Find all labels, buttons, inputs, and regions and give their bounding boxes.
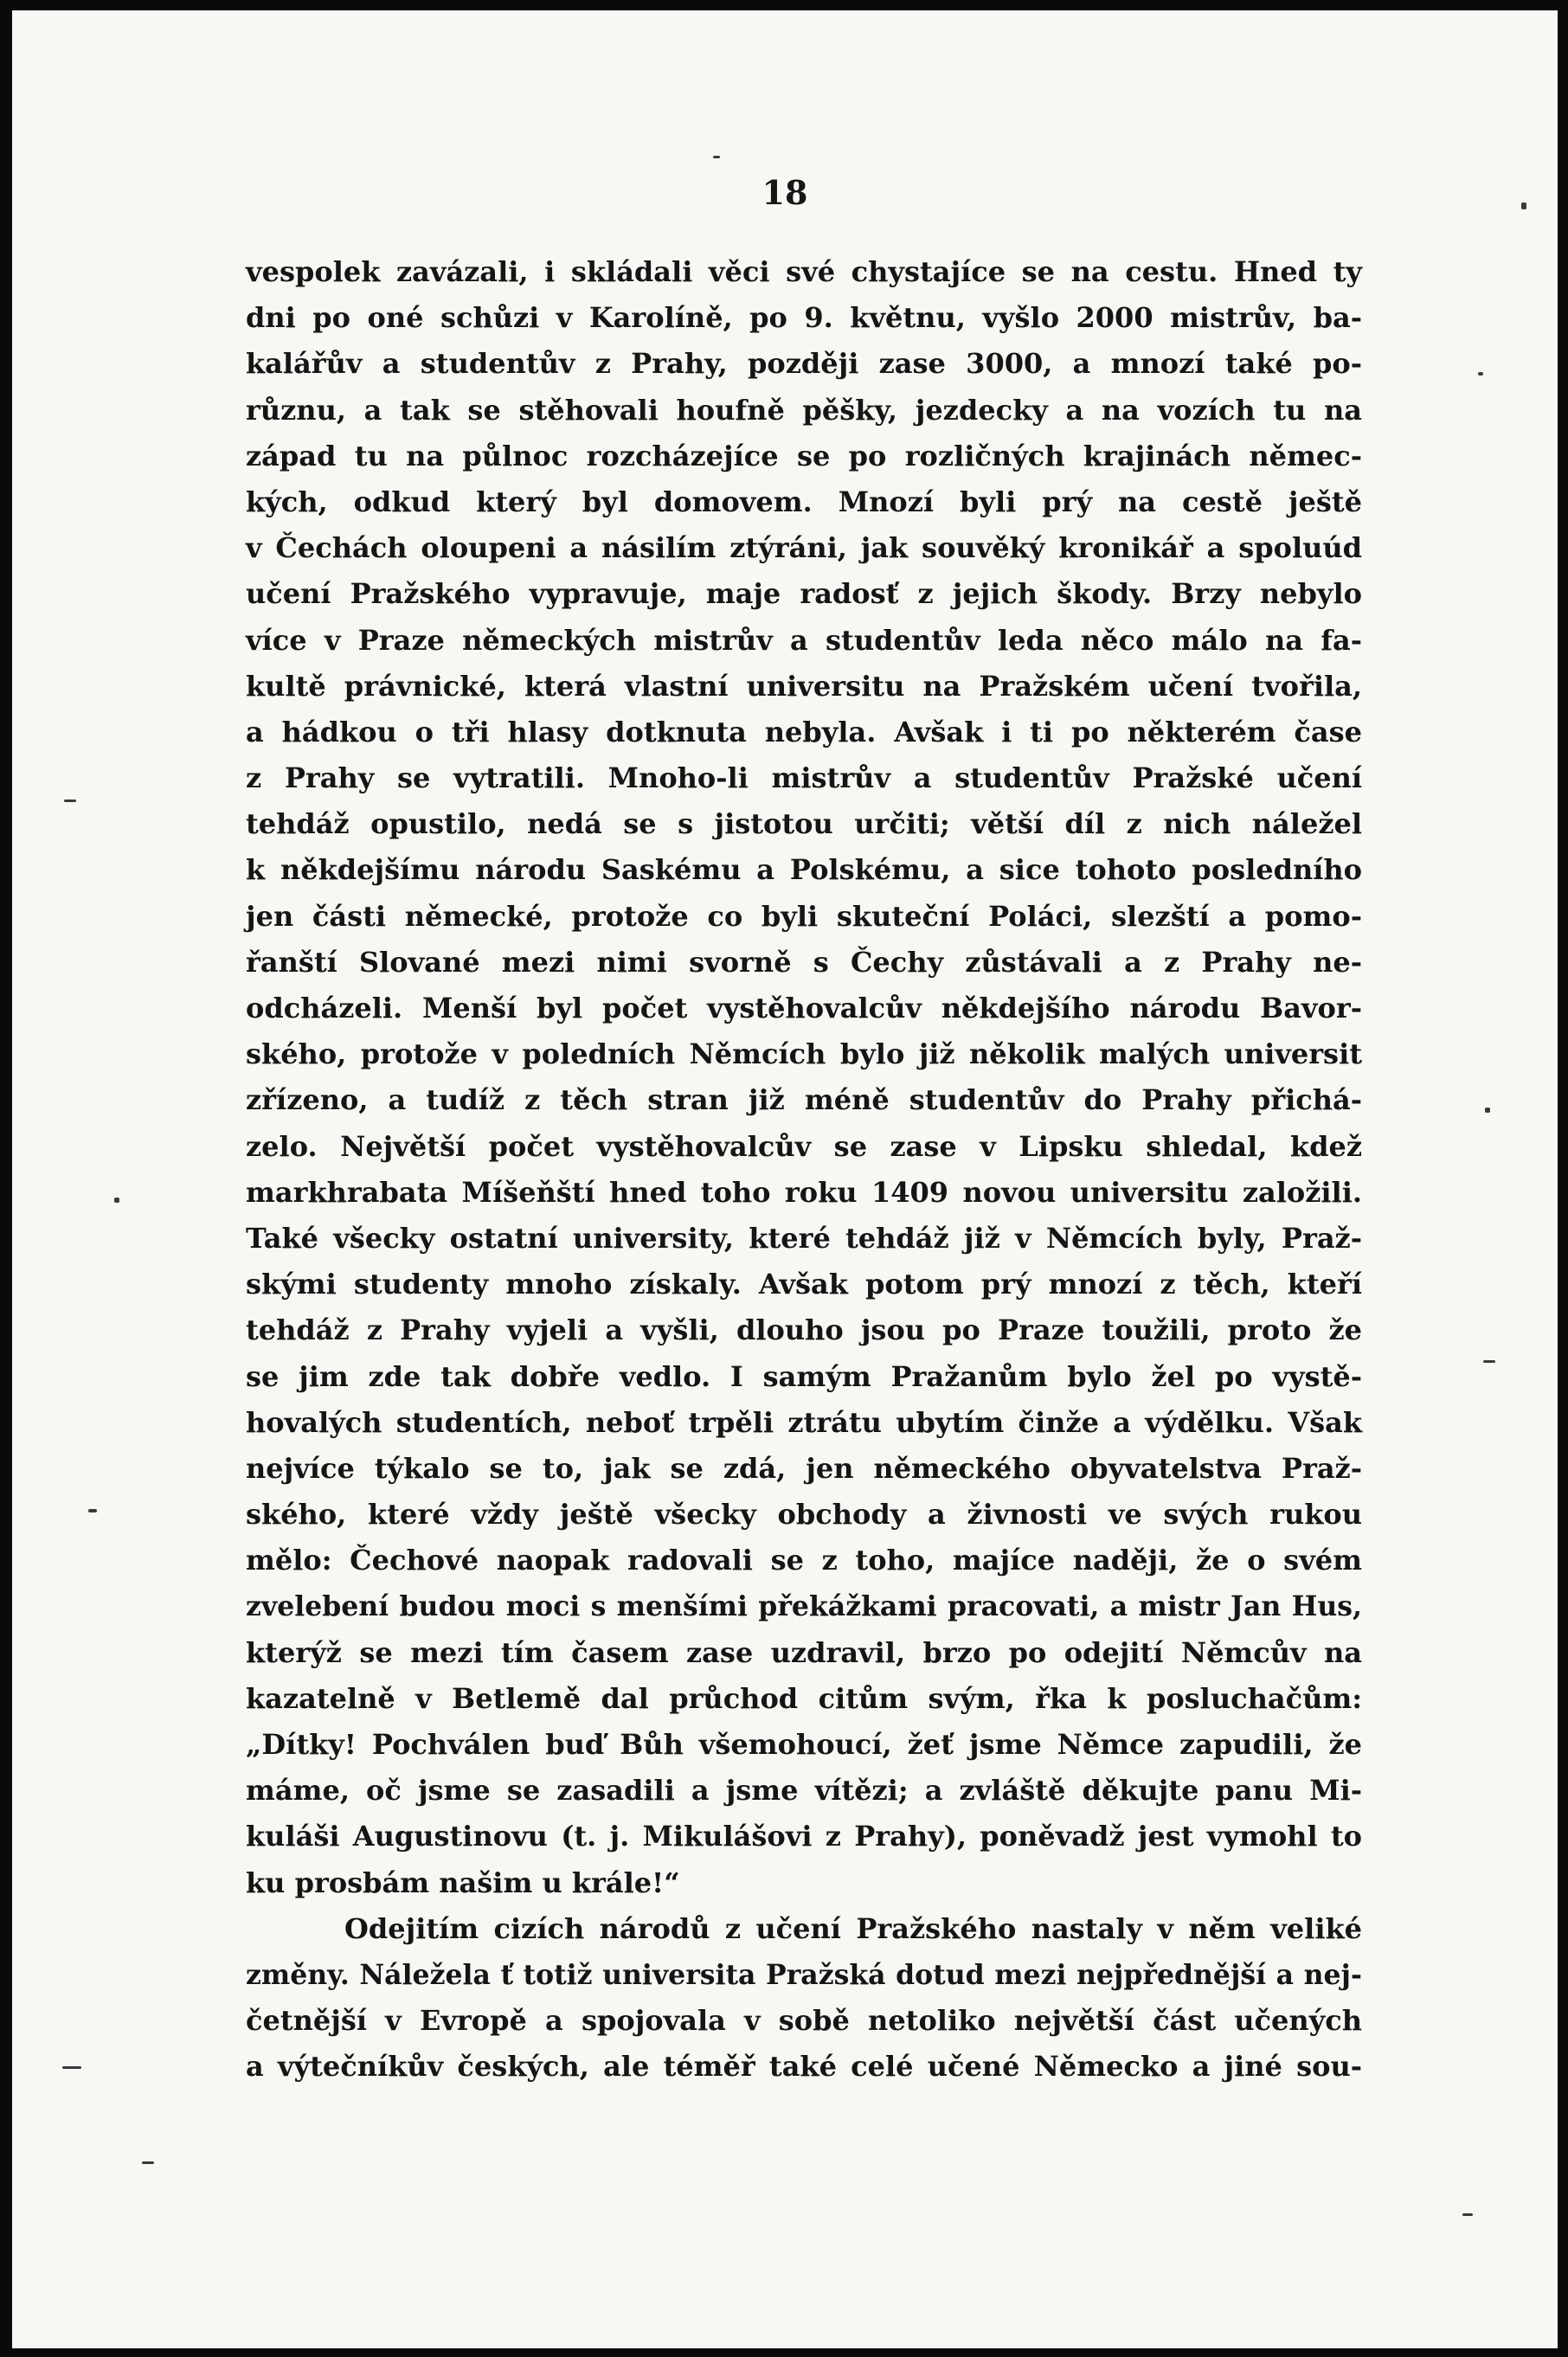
scan-speck [1483,1360,1495,1363]
paragraph-end-line: ku prosbám našim u krále!“ [246,1866,680,1899]
text-line: ského, které vždy ještě všecky obchody a živnosti ve svých rukou [246,1498,1362,1532]
text-line: máme, oč jsme se zasadili a jsme vítězi; a zvláště děkujte panu Mi- [246,1774,1362,1808]
text-line: změny. Náležela ť totiž universita Pražská dotud mezi nejpřednější a nej- [246,1958,1362,1991]
text-line: mělo: Čechové naopak radovali se z toho, majíce naději, že o svém [246,1544,1362,1577]
text-line: skými studenty mnoho získaly. Avšak potom prý mnozí z těch, kteří [246,1268,1362,1301]
text-line: západ tu na půlnoc rozcházejíce se po rozličných krajinách němec- [246,439,1362,472]
text-line: kterýž se mezi tím časem zase uzdravil, brzo po odejití Němcův na [246,1635,1362,1669]
book-page [12,10,1558,2348]
text-line: různu, a tak se stěhovali houfně pěšky, jezdecky a na vozích tu na [246,393,1362,427]
text-line: zvelebení budou moci s menšími překážkami pracovati, a mistr Jan Hus, [246,1590,1362,1623]
text-line: tehdáž z Prahy vyjeli a vyšli, dlouho jsou po Praze toužili, proto že [246,1313,1362,1347]
text-line: dni po oné schůzi v Karolíně, po 9. květnu, vyšlo 2000 mistrův, ba- [246,301,1362,335]
scan-speck [142,2161,154,2164]
text-line: učení Pražského vypravuje, maje radosť z jejich škody. Brzy nebylo [246,577,1362,611]
scan-speck [88,1509,97,1512]
text-line: četnější v Evropě a spojovala v sobě netoliko největší část učených [246,2004,1362,2038]
paragraph-start-line: Odejitím cizích národů z učení Pražského nastaly v něm veliké [344,1911,1362,1945]
text-line: více v Praze německých mistrův a studentův leda něco málo na fa- [246,623,1362,657]
text-line: zřízeno, a tudíž z těch stran již méně studentův do Prahy přichá- [246,1083,1362,1117]
text-line: jen části německé, protože co byli skuteční Poláci, slezští a pomo- [246,899,1362,933]
text-line: a výtečníkův českých, ale téměř také celé učené Německo a jiné sou- [246,2050,1362,2084]
scan-speck [1521,202,1526,209]
text-line: vespolek zavázali, i skládali věci své chystajíce se na cestu. Hned ty [246,255,1362,288]
text-line: z Prahy se vytratili. Mnoho-li mistrův a studentův Pražské učení [246,761,1362,795]
body-text [246,249,1362,2090]
scan-speck [62,2066,81,2069]
text-line: markhrabata Míšeňští hned toho roku 1409 novou universitu založili. [246,1175,1362,1209]
text-line: k někdejšímu národu Saskému a Polskému, a sice tohoto posledního [246,853,1362,887]
page-number: 18 [762,173,808,212]
scan-speck [713,156,720,158]
text-line: se jim zde tak dobře vedlo. I samým Pražanům bylo žel po vystě- [246,1359,1362,1393]
text-line: ského, protože v poledních Němcích bylo již několik malých universit [246,1037,1362,1071]
scan-speck [1485,1108,1490,1113]
text-line: a hádkou o tři hlasy dotknuta nebyla. Avšak i ti po některém čase [246,715,1362,748]
text-line: řanští Slované mezi nimi svorně s Čechy zůstávali a z Prahy ne- [246,945,1362,979]
text-line: zelo. Největší počet vystěhovalcův se zase v Lipsku shledal, kdež [246,1129,1362,1163]
scan-speck [1478,372,1483,376]
text-line: kultě právnické, která vlastní universitu na Pražském učení tvořila, [246,669,1362,703]
text-line: kých, odkud který byl domovem. Mnozí byli prý na cestě ještě [246,485,1362,518]
text-line: v Čechách oloupeni a násilím ztýráni, jak souvěký kronikář a spoluúd [246,531,1362,565]
text-line: tehdáž opustilo, nedá se s jistotou určiti; větší díl z nich náležel [246,807,1362,841]
text-line: kuláši Augustinovu (t. j. Mikulášovi z Prahy), poněvadž jest vymohl to [246,1820,1362,1853]
scan-speck [114,1198,119,1203]
text-line: kazatelně v Betlemě dal průchod citům svým, řka k posluchačům: [246,1681,1362,1715]
scan-speck [1462,2213,1473,2216]
scan-speck [64,800,76,802]
text-line: kalářův a studentův z Prahy, později zase 3000, a mnozí také po- [246,347,1362,381]
text-line: odcházeli. Menší byl počet vystěhovalcův někdejšího národu Bavor- [246,992,1362,1024]
text-line: nejvíce týkalo se to, jak se zdá, jen německého obyvatelstva Praž- [246,1451,1362,1485]
text-line: hovalých studentích, neboť trpěli ztrátu ubytím činže a výdělku. Však [246,1405,1362,1439]
text-line: Také všecky ostatní university, které tehdáž již v Němcích byly, Praž- [246,1221,1362,1255]
text-line: „Dítky! Pochválen buď Bůh všemohoucí, žeť jsme Němce zapudili, že [246,1728,1362,1761]
